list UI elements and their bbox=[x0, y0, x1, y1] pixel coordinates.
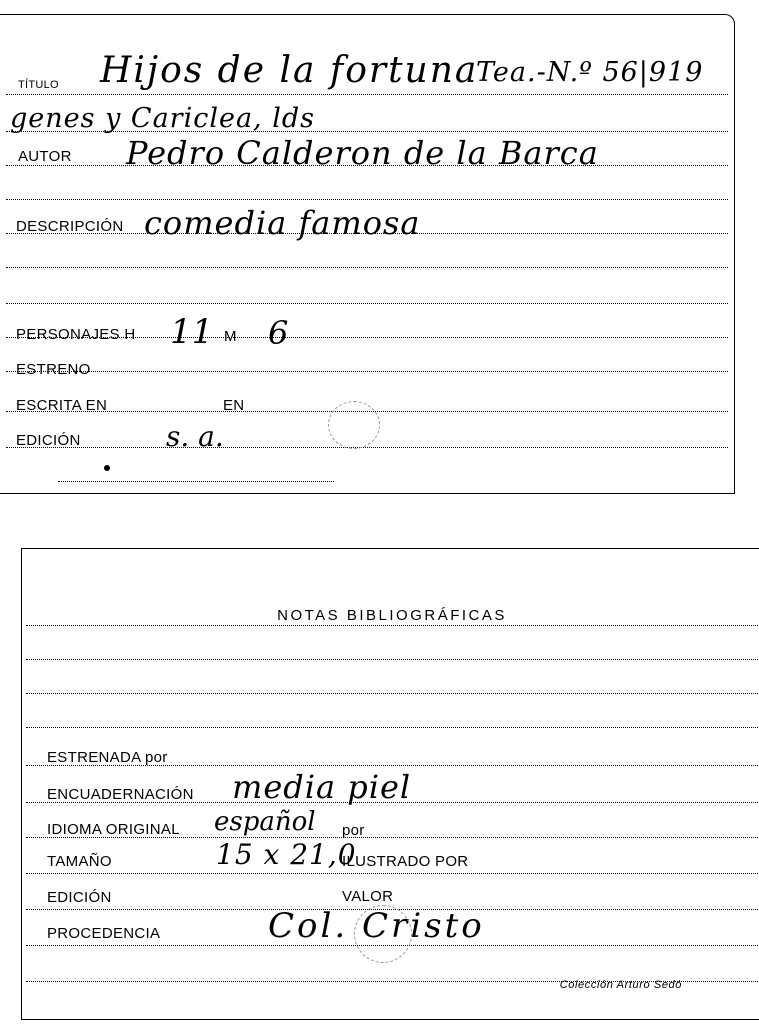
rule-line bbox=[26, 873, 758, 874]
valor-label: VALOR bbox=[342, 888, 394, 905]
rule-line bbox=[26, 693, 758, 694]
tamano-label: TAMAÑO bbox=[47, 853, 112, 870]
en-label: EN bbox=[223, 397, 245, 414]
edicion-label: EDICIÓN bbox=[47, 889, 112, 906]
titulo-label: TÍTULO bbox=[18, 79, 59, 91]
escrita-en-label: ESCRITA EN bbox=[16, 397, 108, 414]
edicion-label: EDICIÓN bbox=[16, 432, 81, 449]
descripcion-label: DESCRIPCIÓN bbox=[16, 218, 124, 235]
idioma-original-handwritten: español bbox=[214, 807, 316, 837]
procedencia-handwritten: Col. Cristo bbox=[268, 906, 485, 946]
personajes-label: PERSONAJES H bbox=[16, 326, 136, 343]
rule-line bbox=[58, 481, 334, 482]
encuadernacion-label: ENCUADERNACIÓN bbox=[47, 786, 194, 803]
estrenada-por-label: ESTRENADA por bbox=[47, 749, 168, 766]
encuadernacion-handwritten: media piel bbox=[232, 768, 412, 806]
faint-stamp bbox=[328, 401, 380, 449]
catalog-card-front bbox=[0, 14, 735, 494]
mujeres-label: M bbox=[224, 328, 237, 345]
estreno-label: ESTRENO bbox=[16, 361, 91, 378]
rule-line bbox=[26, 625, 758, 626]
procedencia-label: PROCEDENCIA bbox=[47, 925, 161, 942]
idioma-original-label: IDIOMA ORIGINAL bbox=[47, 821, 180, 838]
hombres-count-handwritten: 11 bbox=[170, 312, 214, 352]
tamano-handwritten: 15 x 21,0 bbox=[216, 838, 357, 871]
notas-bibliograficas-title: NOTAS BIBLIOGRÁFICAS bbox=[277, 607, 507, 624]
autor-handwritten: Pedro Calderon de la Barca bbox=[126, 134, 599, 172]
rule-line bbox=[6, 199, 728, 200]
ink-speck bbox=[104, 465, 110, 471]
titulo-reference-handwritten: Tea.-N.º 56|919 bbox=[476, 57, 704, 88]
rule-line bbox=[6, 94, 728, 95]
rule-line bbox=[6, 303, 728, 304]
rule-line bbox=[6, 267, 728, 268]
faint-stamp bbox=[354, 905, 412, 963]
catalog-card-back bbox=[21, 548, 759, 1020]
rule-line bbox=[6, 371, 728, 372]
rule-line bbox=[6, 447, 728, 448]
descripcion-handwritten: comedia famosa bbox=[144, 204, 421, 242]
rule-line bbox=[26, 727, 758, 728]
rule-line bbox=[26, 659, 758, 660]
titulo-continuation-handwritten: genes y Cariclea, lds bbox=[10, 103, 315, 134]
edicion-handwritten: s. a. bbox=[166, 420, 224, 453]
titulo-handwritten: Hijos de la fortuna bbox=[100, 50, 479, 91]
collection-credit: Colección Arturo Sedó bbox=[559, 979, 682, 991]
autor-label: AUTOR bbox=[18, 148, 72, 165]
ilustrado-por-label: ILUSTRADO POR bbox=[342, 853, 469, 870]
mujeres-count-handwritten: 6 bbox=[268, 314, 289, 352]
por-label: por bbox=[342, 822, 365, 839]
